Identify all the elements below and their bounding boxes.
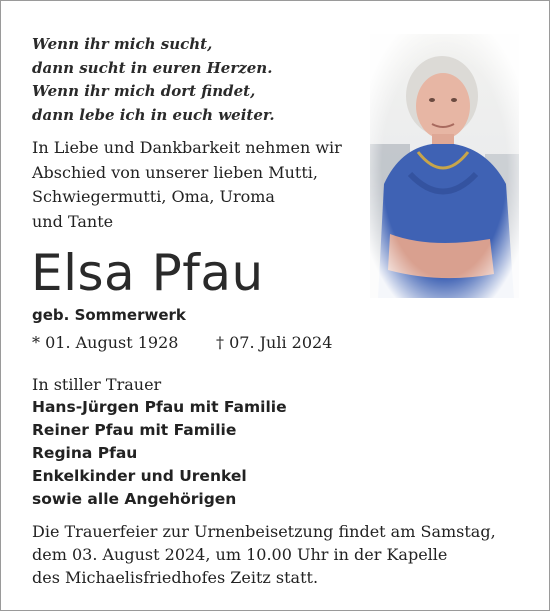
birth-date: * 01. August 1928 <box>32 333 179 352</box>
mourners-list <box>32 396 287 511</box>
memorial-verse <box>32 33 352 127</box>
verse-line: Wenn ihr mich dort findet, <box>32 82 256 100</box>
mourner-line: Regina Pfau <box>32 444 138 462</box>
funeral-details <box>32 520 532 589</box>
farewell-intro <box>32 136 352 234</box>
portrait-illustration <box>370 34 519 298</box>
verse-line: dann sucht in euren Herzen. <box>32 58 273 77</box>
mourner-line: Enkelkinder und Urenkel <box>32 467 247 485</box>
intro-line: und Tante <box>32 211 114 231</box>
mourner-line: Hans-Jürgen Pfau mit Familie <box>32 398 287 416</box>
portrait-photo <box>370 34 519 298</box>
maiden-name: geb. Sommerwerk <box>32 306 186 324</box>
death-date: † 07. Juli 2024 <box>216 333 333 352</box>
verse-line: Wenn ihr mich sucht, <box>32 35 213 53</box>
intro-line: Schwiegermutti, Oma, Uroma <box>32 187 275 206</box>
intro-line: In Liebe und Dankbarkeit nehmen wir <box>32 138 342 157</box>
deceased-name: Elsa Pfau <box>31 244 264 302</box>
intro-line: Abschied von unserer lieben Mutti, <box>32 162 318 182</box>
mourner-line: sowie alle Angehörigen <box>32 490 237 508</box>
funeral-line: dem 03. August 2024, um 10.00 Uhr in der Kapelle <box>32 545 448 564</box>
funeral-line: des Michaelisfriedhofes Zeitz statt. <box>32 568 319 587</box>
funeral-line: Die Trauerfeier zur Urnenbeisetzung findet am Samstag, <box>32 522 496 541</box>
mourning-label: In stiller Trauer <box>32 375 162 394</box>
mourner-line: Reiner Pfau mit Familie <box>32 421 237 439</box>
verse-line: dann lebe ich in euch weiter. <box>32 105 275 124</box>
